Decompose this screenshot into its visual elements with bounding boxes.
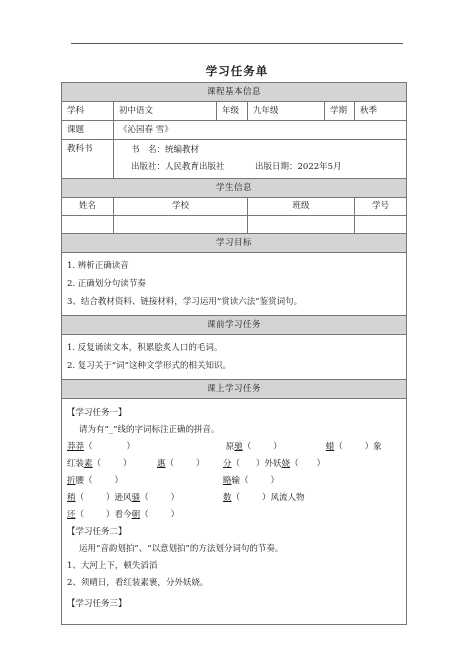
goal-item: 1. 辨析正确读音 [67, 261, 129, 271]
header-rule [71, 43, 403, 44]
task1-instruction: 请为有“_”线的字词标注正确的拼音。 [79, 425, 220, 435]
char-sao: 骚 [131, 493, 141, 503]
book-name-line [119, 142, 401, 159]
char-mangmang: 莽莽 [67, 442, 85, 452]
task3-label: 【学习任务三】 [67, 599, 127, 609]
task2-item: 2、须晴日，看红装素裹，分外妖娆。 [67, 578, 209, 588]
topic-value: 《沁园春 雪》 [114, 121, 407, 140]
char-rao: 娆 [281, 459, 291, 469]
pinyin-row: 折腰（ ） 略输（ ） [67, 476, 280, 486]
pinyin-row: 莽莽（ ） 原驰（ ） 蜡（ ）象 [67, 442, 382, 452]
grade-label: 年级 [217, 102, 248, 121]
pinyin-row: 稍（ ）逊风骚（ ） 数（ ）风流人物 [67, 493, 305, 503]
char-su: 素 [84, 459, 93, 469]
char-fen: 分 [223, 459, 232, 469]
textbook-info [114, 140, 407, 179]
char-zhao: 朝 [131, 510, 141, 520]
char-lue: 略 [223, 476, 232, 486]
col-name: 姓名 [62, 198, 114, 216]
section-learning-goals: 学习目标 [62, 234, 407, 253]
textbook-label: 教科书 [62, 140, 114, 179]
task1-label: 【学习任务一】 [67, 408, 127, 418]
school-input-cell[interactable] [114, 216, 248, 234]
col-student-id: 学号 [355, 198, 407, 216]
goal-item: 2. 正确划分句读节奏 [67, 279, 146, 289]
pub-date-label: 出版日期： [255, 162, 298, 172]
col-class: 班级 [248, 198, 355, 216]
name-input-cell[interactable] [62, 216, 114, 234]
grade-value: 九年级 [248, 102, 325, 121]
goals-list [62, 253, 407, 316]
task-sheet-table [61, 82, 407, 625]
char-la: 蜡 [325, 442, 335, 452]
section-basic-info: 课程基本信息 [62, 83, 407, 102]
publisher-label: 出版社： [131, 162, 166, 172]
char-zhe: 折 [67, 476, 76, 486]
book-name-label: 书 名： [131, 145, 166, 155]
char-shu: 数 [223, 493, 232, 503]
task2-item: 1、大河上下，顿失滔滔 [67, 561, 158, 571]
pinyin-row: 还（ ）看今朝（ ） [67, 510, 180, 520]
term-value: 秋季 [355, 102, 407, 121]
section-student-info: 学生信息 [62, 179, 407, 198]
task2-label: 【学习任务二】 [67, 527, 127, 537]
char-shao: 稍 [67, 493, 76, 503]
book-name-value: 统编教材 [165, 145, 200, 155]
section-pre-class: 课前学习任务 [62, 316, 407, 335]
publisher-line [119, 159, 401, 176]
in-class-content [62, 399, 407, 625]
col-school: 学校 [114, 198, 248, 216]
char-chi: 驰 [234, 442, 243, 452]
subject-label: 学科 [62, 102, 114, 121]
class-input-cell[interactable] [248, 216, 355, 234]
topic-label: 课题 [62, 121, 114, 140]
goal-item: 3、结合教材资料、链接材料，学习运用“赏读六法”鉴赏词句。 [67, 297, 303, 307]
section-in-class: 课上学习任务 [62, 380, 407, 399]
task2-instruction: 运用“音韵划拍”、“以意划拍”的方法划分词句的节奏。 [79, 544, 284, 554]
page-title: 学习任务单 [205, 64, 269, 78]
student-id-input-cell[interactable] [355, 216, 407, 234]
subject-value: 初中语文 [114, 102, 217, 121]
pinyin-row: 红装素（ ） 惠（ ） 分（ ）外妖娆（ ） [67, 459, 326, 469]
pre-class-list [62, 335, 407, 380]
term-label: 学期 [325, 102, 355, 121]
pub-date-value: 2022年5月 [297, 162, 342, 172]
pre-item: 2. 复习关于“词”这种文学形式的相关知识。 [67, 361, 232, 371]
publisher-value: 人民教育出版社 [165, 162, 225, 172]
char-guo: 惠 [157, 459, 166, 469]
pre-item: 1. 反复诵读文本，积累脍炙人口的毛词。 [67, 343, 223, 353]
char-huan: 还 [67, 510, 76, 520]
